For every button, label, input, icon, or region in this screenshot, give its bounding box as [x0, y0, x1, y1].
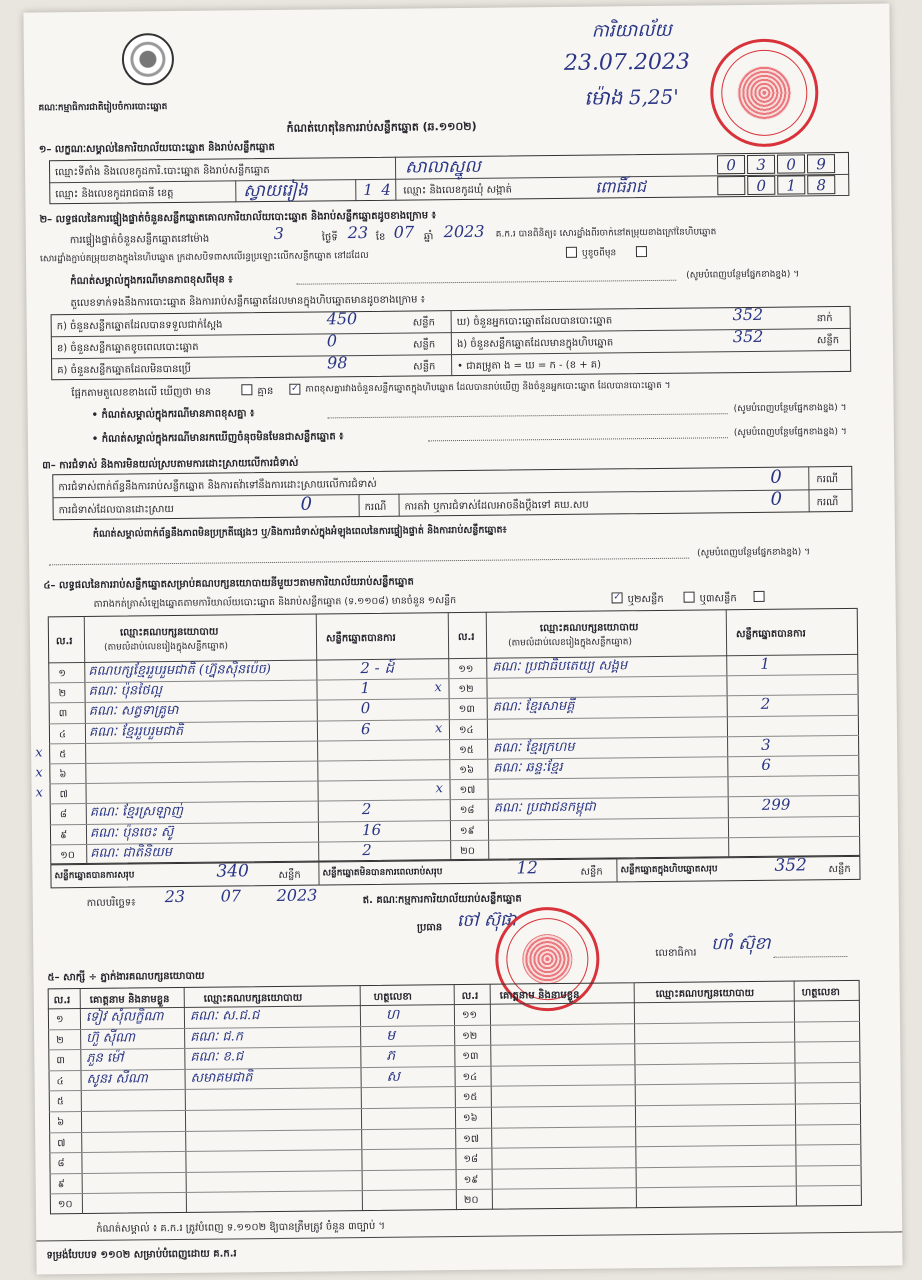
result-mark-right: x — [435, 781, 443, 797]
sec2-day-label: ថ្ងៃទី — [321, 232, 338, 244]
witness-col-no-left: ល.រ — [53, 995, 71, 1007]
results-col-party-sub-left: (តាមលំដាប់លេខរៀងក្នុងសន្លឹកឆ្នោត) — [104, 641, 229, 653]
count-label-right: • ជាគម្រូតា ង = ឃ = ក - (ខ + គ) — [457, 359, 602, 373]
nec-emblem-icon — [122, 33, 175, 86]
total-valid-value: 340 — [216, 861, 249, 882]
count-value-right: 352 — [732, 326, 764, 347]
results-col-no-right: ល.រ — [457, 631, 475, 644]
witness-no-right: ១៦ — [462, 1112, 478, 1125]
sec2-year: 2023 — [443, 221, 485, 242]
obj-row2-unit2: ករណី — [816, 497, 839, 509]
result-no-left: ៣ — [58, 708, 68, 720]
obj-row2-unit: ករណី — [364, 501, 387, 514]
witness-signature: ហ — [385, 1006, 400, 1023]
witness-col-party-left: ឈ្មោះគណបក្សនយោបាយ — [203, 992, 303, 1005]
label-province: ឈ្មោះ និងលេខកូដរាជធានី ខេត្ត — [55, 188, 174, 201]
results-col-votes-right: សន្លឹកឆ្នោតបានការ — [735, 628, 806, 641]
witness-signature: ស — [386, 1068, 401, 1085]
result-no-left: ៧ — [59, 789, 68, 801]
total-valid-label: សន្លឹកឆ្នោតបានការសរុប — [54, 870, 135, 882]
result-no-right: ២០ — [460, 845, 475, 857]
obj-row2-label: ការជំទាស់ដែលបានដោះស្រាយ — [58, 504, 174, 517]
witness-party: គណៈ ខ.ជ — [190, 1049, 244, 1066]
sec2-note-fill: (សូមបំពេញបន្ថែមផ្នែកខាងខ្នង) ។ — [686, 269, 800, 281]
station-code-digit-1: 0 — [717, 155, 745, 174]
count-label-left: ក) ចំនួនសន្លឹកឆ្នោតដែលបានទទួលជាក់ស្តែង — [56, 319, 223, 333]
result-mark-left: x — [35, 765, 43, 781]
commune-code-digit-4: 8 — [807, 175, 835, 194]
checkbox-3-sheets[interactable] — [754, 591, 765, 602]
result-votes-right: 3 — [761, 735, 771, 754]
result-party-left: គណៈ ប៉ុនចេះ ស៊ូ — [89, 824, 174, 841]
result-no-left: ៥ — [59, 748, 67, 761]
form-code-bottom: ទម្រង់បែបបទ ១១០២ សម្រាប់បំពេញដោយ គ.ក.រ — [46, 1248, 237, 1262]
fill-note-2: (សូមបំពេញបន្ថែមផ្នែកខាងខ្នង) ។ — [733, 426, 847, 439]
section4-title: ៤– លទ្ធផលនៃការរាប់សន្លឹកឆ្នោតសម្រាប់គណបក្សនយោបាយនីមួយៗតាមការិយាល័យរាប់សន្លឹកឆ្នោត — [43, 576, 414, 592]
result-votes-left: 1 — [360, 679, 371, 698]
result-votes-left: 2 - ដ៍ — [360, 658, 395, 678]
result-mark-left: x — [35, 785, 44, 801]
sec2-month: 07 — [393, 222, 415, 242]
result-no-left: ៩ — [59, 829, 68, 841]
result-no-left: ១០ — [60, 849, 75, 862]
witness-no-right: ២០ — [463, 1195, 479, 1207]
result-votes-left: 6 — [360, 719, 371, 738]
result-no-left: ១ — [58, 668, 66, 680]
witness-no-left: ២ — [56, 1034, 64, 1046]
count-value-left: 98 — [327, 353, 348, 373]
witness-name: ភួន ម៉ៅ — [86, 1050, 124, 1067]
result-no-left: ២ — [58, 688, 67, 700]
value-polling-station: សាលាស្នូល — [404, 156, 481, 178]
witness-no-right: ១៧ — [463, 1133, 480, 1145]
witness-no-right: ១២ — [462, 1030, 478, 1042]
witness-col-no-right: ល.រ — [461, 990, 479, 1003]
province-code-1: 1 — [363, 180, 373, 200]
witness-party: គណៈ ជ.ក — [190, 1028, 244, 1045]
obj-row1-value: 0 — [770, 466, 782, 488]
form-title: កំណត់ហេតុនៃការរាប់សន្លឹកឆ្នោត (ឆ.១១០២) — [286, 119, 477, 135]
witness-no-left: ៨ — [57, 1158, 65, 1170]
result-party-right: គណៈ ប្រជាជនកម្ពុជា — [493, 800, 596, 817]
chair-label: ប្រធាន — [416, 922, 443, 934]
count-value-left: 450 — [326, 309, 358, 329]
date-month: 07 — [220, 886, 242, 906]
obj-row1-label: ការជំទាស់ពាក់ព័ន្ធនឹងការរាប់សន្លឹកឆ្នោត និងការតវ៉ាទៅនឹងការដោះស្រាយលើការជំទាស់ — [58, 478, 377, 494]
witness-no-left: ១ — [55, 1014, 64, 1026]
result-party-right: គណៈ ខ្មែរក្រហម — [493, 739, 575, 756]
sec3-note: កំណត់សម្គាល់ពាក់ព័ន្ធនឹងភាពមិនប្រក្រតីផ្សេងៗ ឬ/និងការជំទាស់ក្នុងអំឡុងពេលនៃការផ្ទៀងផ្ទាត់ និងការរាប់សន្លឹកឆ្នោត៖ — [92, 524, 507, 540]
fill-note-1: (សូមបំពេញបន្ថែមផ្នែកខាងខ្នង) ។ — [733, 402, 847, 415]
label-commune: ឈ្មោះ និងលេខកូដឃុំ សង្កាត់ — [403, 184, 513, 197]
committee-label: ឥ. គណៈកម្មការការិយាល័យរាប់សន្លឹកឆ្នោត — [362, 893, 522, 907]
sec2-line2-or: ឬខូចពីមុន — [581, 248, 617, 259]
result-party-left: គណៈ សត្វទាគ្រូមា — [88, 703, 179, 720]
count-label-right: ឃ) ចំនួនអ្នកបោះឆ្នោតដែលបានបោះឆ្នោត — [456, 315, 613, 329]
org-name: គណៈកម្មាធិការជាតិរៀបចំការបោះឆ្នោត — [38, 102, 168, 114]
count-unit-right: សន្លឹក — [816, 335, 840, 347]
count-value-right: 352 — [732, 304, 764, 325]
witness-party: គណៈ ស.ជ.ជ — [189, 1008, 260, 1024]
result-no-right: ១៦ — [459, 764, 475, 777]
handwritten-date: 23.07.2023 — [563, 49, 691, 76]
result-party-right: គណៈ ឆន្ទៈខ្មែរ — [493, 759, 563, 776]
commune-code-digit-3: 1 — [777, 175, 805, 194]
station-code-digit-2: 3 — [747, 155, 775, 174]
province-code-2: 4 — [381, 180, 391, 199]
result-no-right: ១១ — [458, 663, 474, 676]
witness-no-right: ១១ — [461, 1009, 478, 1022]
result-party-left: គណៈ ខ្មែរស្រឡាញ់ — [89, 804, 184, 821]
witness-no-right: ១៣ — [462, 1051, 479, 1063]
witness-signature: ភ — [386, 1047, 396, 1065]
sub-opt3: ឬ៣សន្លឹក — [699, 593, 737, 605]
result-no-right: ១៩ — [459, 825, 475, 837]
result-party-left: គណៈ ជាតិនិយម — [90, 844, 173, 861]
result-votes-left: 16 — [361, 820, 382, 839]
value-province: ស្វាយរៀង — [243, 180, 308, 202]
total-invalid-label: សន្លឹកឆ្នោតមិនបានការពេលរាប់សរុប — [322, 867, 443, 879]
total-box-unit: សន្លឹក — [828, 863, 851, 876]
label-polling-station: ឈ្មោះទីតាំង និងលេខកូដការិ.បោះឆ្នោត និងរាប់សន្លឹកឆ្នោត — [55, 164, 270, 179]
result-no-right: ១៨ — [459, 805, 475, 817]
official-seal-top — [710, 38, 819, 147]
witness-col-sign-right: ហត្ថលេខា — [801, 987, 840, 999]
obj-row2-value2: 0 — [770, 488, 783, 510]
date-day: 23 — [164, 886, 186, 907]
result-votes-right: 2 — [760, 695, 771, 714]
date-label: កាលបរិច្ឆេទ៖ — [86, 897, 136, 909]
obj-row1-unit: ករណី — [816, 474, 839, 486]
handwritten-time: ម៉ោង 5,25' — [584, 84, 679, 110]
result-no-right: ១៣ — [458, 704, 475, 716]
check-no-label: គ្មាន — [257, 385, 274, 398]
check-line: ផ្អែកតាមតួលេខខាងលើ ឃើញថា មាន — [71, 386, 212, 400]
count-label-left: ខ) ចំនួនសន្លឹកឆ្នោតខូចពេលបោះឆ្នោត — [56, 341, 199, 355]
checkbox-2-sheets[interactable] — [684, 592, 695, 603]
witness-no-left: ៣ — [56, 1055, 66, 1067]
checkbox-1-sheet[interactable]: ✓ — [613, 592, 621, 603]
count-unit-left: សន្លឹក — [412, 317, 435, 329]
bullet-nonballot-note: • កំណត់សម្គាល់ក្នុងករណីមានរកឃើញចំនុចមិនមែនជាសន្លឹកឆ្នោត ៖ — [91, 431, 344, 445]
sec2-hour: 3 — [273, 223, 285, 243]
section1-title: ១– លក្ខណៈសម្គាល់នៃការិយាល័យបោះឆ្នោត និងរាប់សន្លឹកឆ្នោត — [38, 141, 275, 156]
station-code-digit-3: 0 — [777, 154, 805, 173]
obj-row2-value: 0 — [300, 493, 313, 515]
result-votes-right: 299 — [761, 795, 791, 815]
checkbox-damaged[interactable] — [636, 246, 647, 257]
witness-no-right: ១៩ — [463, 1174, 479, 1186]
sec2-line4: តួលេខទាក់ទងនឹងការបោះឆ្នោត និងការរាប់សន្លឹកឆ្នោតដែលមានក្នុងហិបឆ្នោតមានដូចខាងក្រោម ៖ — [70, 294, 426, 310]
count-unit-left: សន្លឹក — [413, 361, 436, 373]
count-label-left: គ) ចំនួនសន្លឹកឆ្នោតដែលមិនបានប្រើ — [57, 363, 192, 377]
result-votes-right: 6 — [761, 755, 771, 774]
secretary-signature: ហាំ ស៊ុខា — [711, 933, 771, 955]
witness-no-left: ៥ — [56, 1096, 64, 1108]
result-votes-right: 1 — [760, 654, 770, 673]
total-invalid-unit: សន្លឹក — [580, 866, 603, 878]
check-tail: ភាពខុសគ្នារវាងចំនួនសន្លឹកឆ្នោតក្នុងហិបឆ្នោត ដែលបានរាប់ឃើញ និងចំនួនអ្នកបោះឆ្នោត ដែលបានបោះឆ្នោត ។ — [305, 380, 671, 395]
result-votes-left: 0 — [360, 699, 371, 718]
witness-col-name-right: គោត្តនាម និងនាមខ្លួន — [499, 989, 580, 1002]
result-votes-left: 2 — [362, 840, 372, 859]
results-col-no-left: ល.រ — [55, 636, 73, 648]
bullet-difference-note: • កំណត់សម្គាល់ក្នុងករណីមានភាពខុសគ្នា ៖ — [91, 408, 255, 421]
results-col-party-right: ឈ្មោះគណបក្សនយោបាយ — [539, 622, 639, 635]
commune-code-digit-2: 0 — [747, 176, 775, 195]
witness-no-right: ១៥ — [462, 1092, 478, 1104]
witness-name: សូនរ សីណា — [86, 1071, 148, 1087]
witness-no-left: ៩ — [57, 1178, 65, 1191]
date-year: 2023 — [276, 885, 318, 905]
witness-no-left: ១០ — [57, 1199, 73, 1211]
sec2-line1: ការផ្ទៀងផ្ទាត់ចំនួនសន្លឹកឆ្នោតនៅម៉ោង — [69, 233, 210, 247]
count-unit-right: នាក់ — [816, 313, 833, 325]
witness-col-sign-left: ហត្ថលេខា — [373, 991, 412, 1003]
chair-signature: ចៅ ស៊ុផា — [456, 910, 517, 932]
result-mark-right: x — [434, 680, 442, 696]
sub-opt2: ឬ២សន្លឹក — [627, 593, 664, 606]
section3-title: ៣– ការជំទាស់ និងការមិនយល់ស្របតាមការដោះស្រាយលើការជំទាស់ — [42, 457, 299, 472]
election-form-sheet — [23, 4, 902, 1275]
witness-col-name-left: គោត្តនាម និងនាមខ្លួន — [89, 994, 170, 1006]
sec2-line2: សោរដ្ឋាំងក្ជាប់តម្រុយខាងក្នុងនៃហិបឆ្នោត ក្រដាសបិទពាសលើរន្ធប្រឡោះលើកសន្លឹកឆ្នោត នៅដដែល — [39, 250, 369, 265]
witness-no-left: ៦ — [56, 1117, 65, 1129]
witness-party: សមាគមជាតិ — [190, 1070, 253, 1086]
results-col-party-left: ឈ្មោះគណបក្សនយោបាយ — [119, 626, 219, 639]
sec2-line1-tail: គ.ក.រ បានពិនិត្យ៖ សោរដ្ឋាំងពីរចាក់នៅតម្រុយខាងក្រៅនៃហិបឆ្នោត — [495, 227, 717, 240]
count-value-left: 0 — [326, 331, 338, 351]
sec3-fill-note: (សូមបំពេញបន្ថែមផ្នែកខាងខ្នង) ។ — [697, 547, 811, 559]
result-no-right: ១៤ — [458, 724, 474, 736]
witness-no-left: ៧ — [57, 1137, 66, 1149]
result-no-right: ១៧ — [459, 785, 476, 797]
result-party-right: គណៈ ប្រជាធិបតេយ្យ សង្គម — [492, 658, 628, 675]
result-no-right: ១២ — [458, 684, 474, 696]
results-col-votes-left: សន្លឹកឆ្នោតបានការ — [325, 632, 396, 645]
result-no-left: ៤ — [58, 728, 67, 740]
witness-no-right: ១៤ — [462, 1071, 478, 1083]
witness-col-party-right: ឈ្មោះគណបក្សនយោបាយ — [655, 987, 755, 1001]
result-no-right: ១៥ — [459, 744, 474, 756]
total-invalid-value: 12 — [516, 858, 539, 879]
result-party-left: គណបក្សខ្មែររួបរួមជាតិ (ហ្វ៊ុនស៊ិនប៉េច) — [88, 662, 271, 679]
witness-name: ហ៊ួ ស៊ីណា — [86, 1030, 136, 1046]
result-party-right: គណៈ ខ្មែរសាមគ្គី — [492, 699, 575, 716]
checkbox-same[interactable] — [566, 247, 577, 258]
result-votes-left: 2 — [361, 800, 372, 819]
secretary-label: លេខាធិការ — [655, 947, 697, 960]
count-unit-left: សន្លឹក — [412, 339, 436, 351]
footnote: កំណត់សម្គាល់ ៖ គ.ក.រ ត្រូវបំពេញ ទ.១១០២ ឱ្យបានត្រឹមត្រូវ ចំនួន ៣ច្បាប់ ។ — [96, 1220, 386, 1235]
sec2-month-label: ខែ — [375, 231, 386, 243]
total-box-label: សន្លឹកឆ្នោតក្នុងហិបឆ្នោតសរុប — [620, 864, 718, 876]
sec2-year-label: ឆ្នាំ — [423, 231, 434, 243]
result-no-left: ៨ — [59, 809, 67, 821]
section5-title: ៥– សាក្សី ÷ ភ្នាក់ងារគណបក្សនយោបាយ — [47, 970, 205, 984]
witness-no-right: ១៨ — [463, 1154, 479, 1166]
commune-code-digit-1 — [717, 176, 745, 195]
section2-title: ២– លទ្ធផលនៃការផ្ទៀងផ្ទាត់ចំនួនសន្លឹកឆ្នោតគោលការិយាល័យបោះឆ្នោត និងរាប់សន្លឹកឆ្នោតដូចខាងក្រោម ៖ — [39, 210, 437, 226]
sec2-day: 23 — [347, 222, 369, 243]
total-valid-unit: សន្លឹក — [278, 869, 301, 881]
witness-name: ទៀវ សុំលក្ខិណា — [85, 1009, 164, 1025]
result-party-left: គណៈ ខ្មែររួបរួមជាតិ — [88, 723, 184, 740]
result-mark-left: x — [35, 745, 43, 761]
total-box-value: 352 — [774, 855, 807, 876]
obj-row2-mid: ការតវ៉ា ឬការជំទាស់ដែលអាចនឹងប្តឹងទៅ គឃ.សប — [404, 499, 589, 513]
result-mark-right: x — [434, 720, 443, 736]
station-code-digit-4: 9 — [807, 154, 835, 173]
witness-signature: ម — [386, 1027, 396, 1044]
handwritten-office: ការិយាល័យ — [591, 19, 672, 42]
value-commune: ពោធិ៍រាជ — [595, 177, 647, 197]
result-party-left: គណៈ ប៉ុនថៃល្អ — [88, 683, 163, 700]
count-label-right: ង) ចំនួនសន្លឹកឆ្នោតដែលមានក្នុងហិបឆ្នោត — [456, 337, 614, 351]
checkbox-has-difference[interactable] — [241, 384, 252, 395]
checkbox-no-difference[interactable]: ✓ — [291, 383, 299, 394]
result-no-left: ៦ — [59, 769, 67, 781]
sec2-line3: កំណត់សម្គាល់ក្នុងករណីមានភាពខុសពីមុន ៖ — [70, 274, 233, 288]
sec4-subtitle: តារាងកត់ត្រាសំឡេងឆ្នោតតាមការិយាល័យបោះឆ្នោត និងរាប់សន្លឹកឆ្នោត (ទ.១១០៨) មានចំនួន ១សន្លឹក — [93, 595, 457, 610]
results-col-party-sub-right: (តាមលំដាប់លេខរៀងក្នុងសន្លឹកឆ្នោត) — [507, 637, 633, 649]
witness-no-left: ៤ — [56, 1076, 64, 1088]
